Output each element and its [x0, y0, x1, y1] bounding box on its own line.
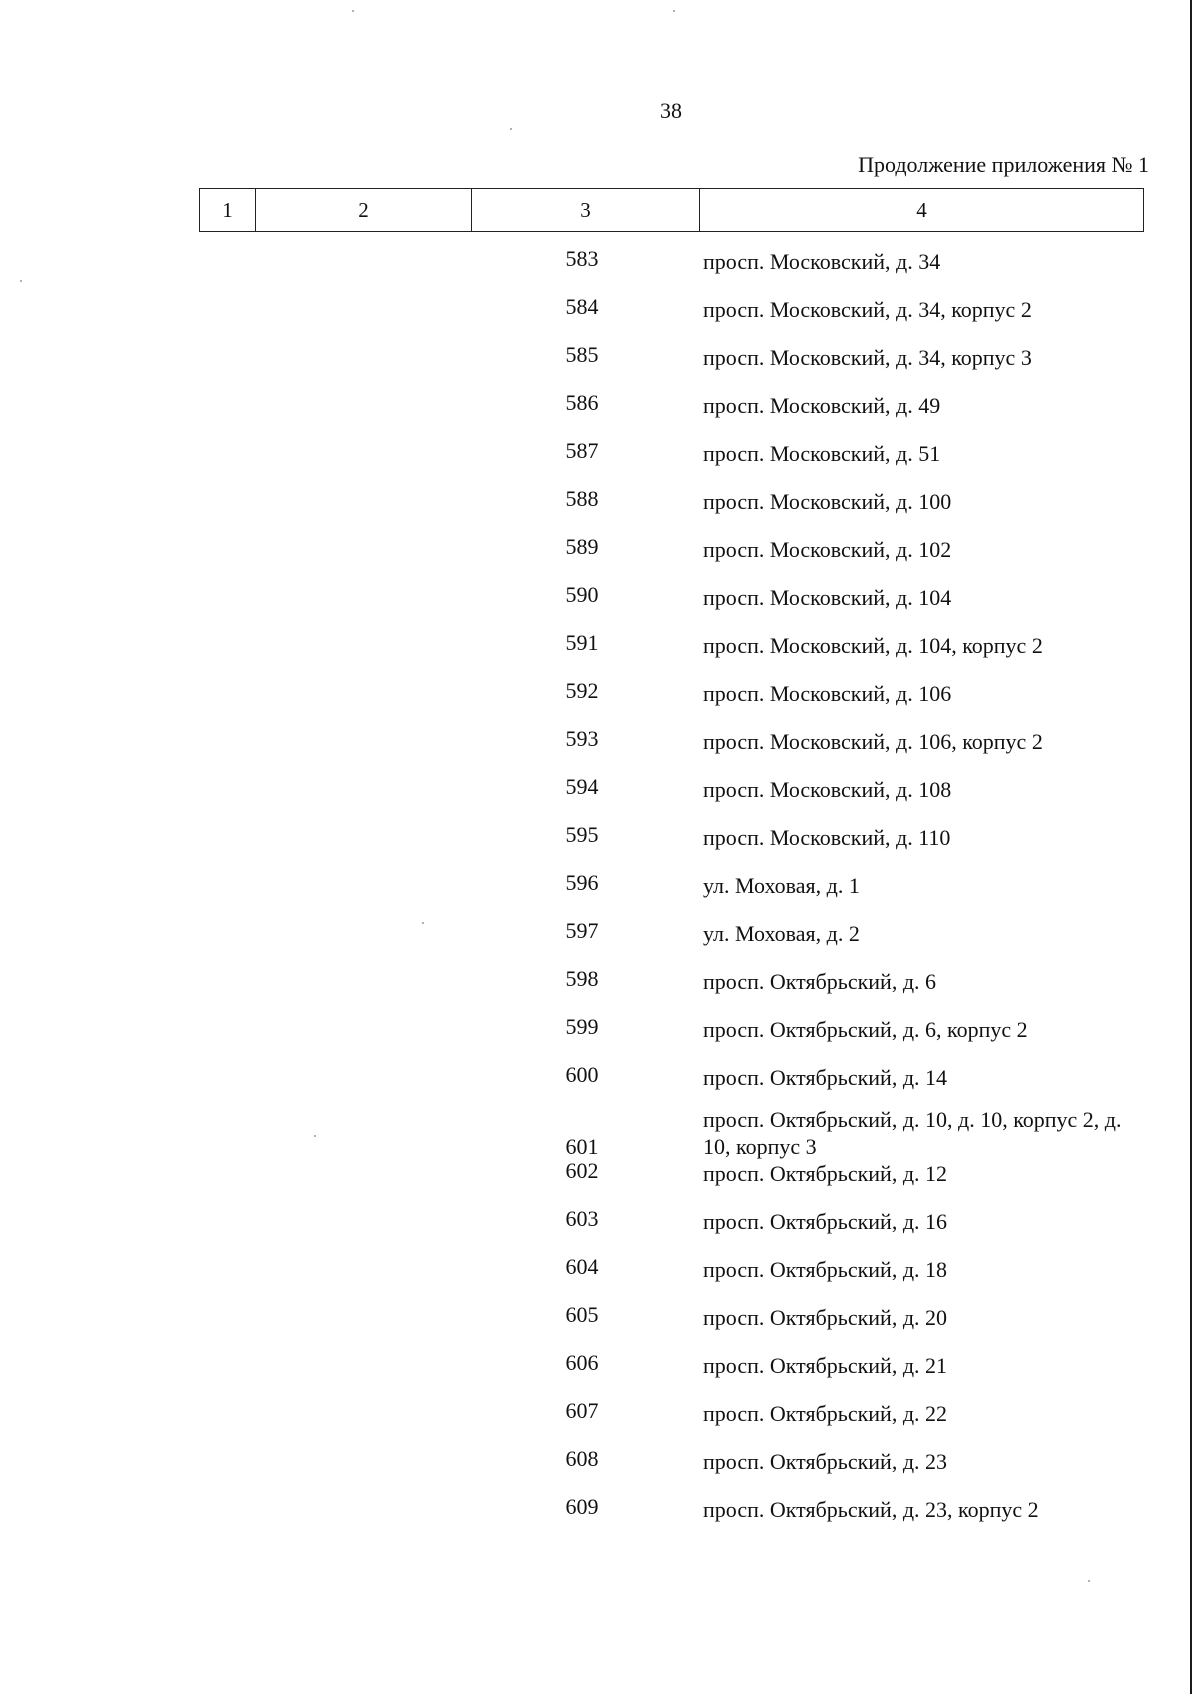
row-address: просп. Октябрьский, д. 21: [703, 1353, 948, 1378]
row-number: 587: [565, 438, 599, 463]
row-number: 603: [565, 1206, 599, 1231]
row-address: просп. Октябрьский, д. 20: [703, 1305, 948, 1330]
row-address: просп. Московский, д. 110: [703, 825, 951, 850]
row-address: просп. Московский, д. 34: [703, 249, 941, 274]
row-address: просп. Октябрьский, д. 16: [703, 1209, 948, 1234]
row-number: 608: [565, 1446, 599, 1471]
row-address: просп. Московский, д. 108: [703, 777, 952, 802]
column-header-3: 3: [472, 189, 700, 232]
row-address: просп. Октябрьский, д. 22: [703, 1401, 948, 1426]
column-header-2: 2: [256, 189, 472, 232]
row-number: 589: [565, 534, 599, 559]
row-number: 598: [565, 966, 599, 991]
row-address: просп. Октябрьский, д. 10, д. 10, корпус 2, д. 10, корпус 3: [703, 1107, 1122, 1159]
row-number: 588: [565, 486, 599, 511]
row-number: 590: [565, 582, 599, 607]
row-address: просп. Московский, д. 34, корпус 2: [703, 297, 1032, 322]
row-number: 584: [565, 294, 599, 319]
column-header-4: 4: [700, 189, 1144, 232]
row-address: просп. Октябрьский, д. 6: [703, 969, 937, 994]
scan-speck: [20, 280, 22, 282]
scan-speck: [352, 10, 354, 12]
row-number: 593: [565, 726, 599, 751]
row-number: 601: [565, 1134, 599, 1159]
row-address: просп. Октябрьский, д. 12: [703, 1161, 948, 1186]
row-number: 595: [565, 822, 599, 847]
row-address: просп. Московский, д. 104: [703, 585, 952, 610]
row-number: 583: [565, 246, 599, 271]
row-address: ул. Моховая, д. 2: [703, 921, 860, 946]
row-address: просп. Московский, д. 104, корпус 2: [703, 633, 1043, 658]
appendix-continuation-note: Продолжение приложения № 1: [858, 152, 1149, 177]
scan-speck: [422, 922, 424, 924]
row-address: просп. Октябрьский, д. 23, корпус 2: [703, 1497, 1039, 1522]
row-address: просп. Московский, д. 34, корпус 3: [703, 345, 1032, 370]
scan-edge-line: [1190, 0, 1192, 1694]
row-address: просп. Московский, д. 106: [703, 681, 952, 706]
row-number: 600: [565, 1062, 599, 1087]
row-address: просп. Октябрьский, д. 14: [703, 1065, 948, 1090]
row-address: просп. Октябрьский, д. 18: [703, 1257, 948, 1282]
scan-speck: [1088, 1580, 1090, 1582]
row-number: 597: [565, 918, 599, 943]
row-address: просп. Московский, д. 49: [703, 393, 941, 418]
scan-speck: [510, 128, 512, 130]
row-number: 599: [565, 1014, 599, 1039]
column-header-1: 1: [200, 189, 256, 232]
scan-speck: [314, 1135, 316, 1137]
row-number: 592: [565, 678, 599, 703]
row-address: просп. Московский, д. 106, корпус 2: [703, 729, 1043, 754]
row-address: просп. Московский, д. 102: [703, 537, 952, 562]
scan-speck: [673, 10, 675, 12]
row-address: просп. Московский, д. 100: [703, 489, 952, 514]
row-number: 596: [565, 870, 599, 895]
row-number: 585: [565, 342, 599, 367]
row-number: 586: [565, 390, 599, 415]
row-address: просп. Октябрьский, д. 6, корпус 2: [703, 1017, 1028, 1042]
row-number: 594: [565, 774, 599, 799]
page-number: 38: [660, 98, 682, 123]
row-number: 602: [565, 1158, 599, 1183]
row-address: просп. Московский, д. 51: [703, 441, 941, 466]
row-number: 605: [565, 1302, 599, 1327]
row-address: просп. Октябрьский, д. 23: [703, 1449, 948, 1474]
row-number: 604: [565, 1254, 599, 1279]
row-number: 609: [565, 1494, 599, 1519]
row-number: 606: [565, 1350, 599, 1375]
row-number: 591: [565, 630, 599, 655]
row-number: 607: [565, 1398, 599, 1423]
row-address: ул. Моховая, д. 1: [703, 873, 860, 898]
